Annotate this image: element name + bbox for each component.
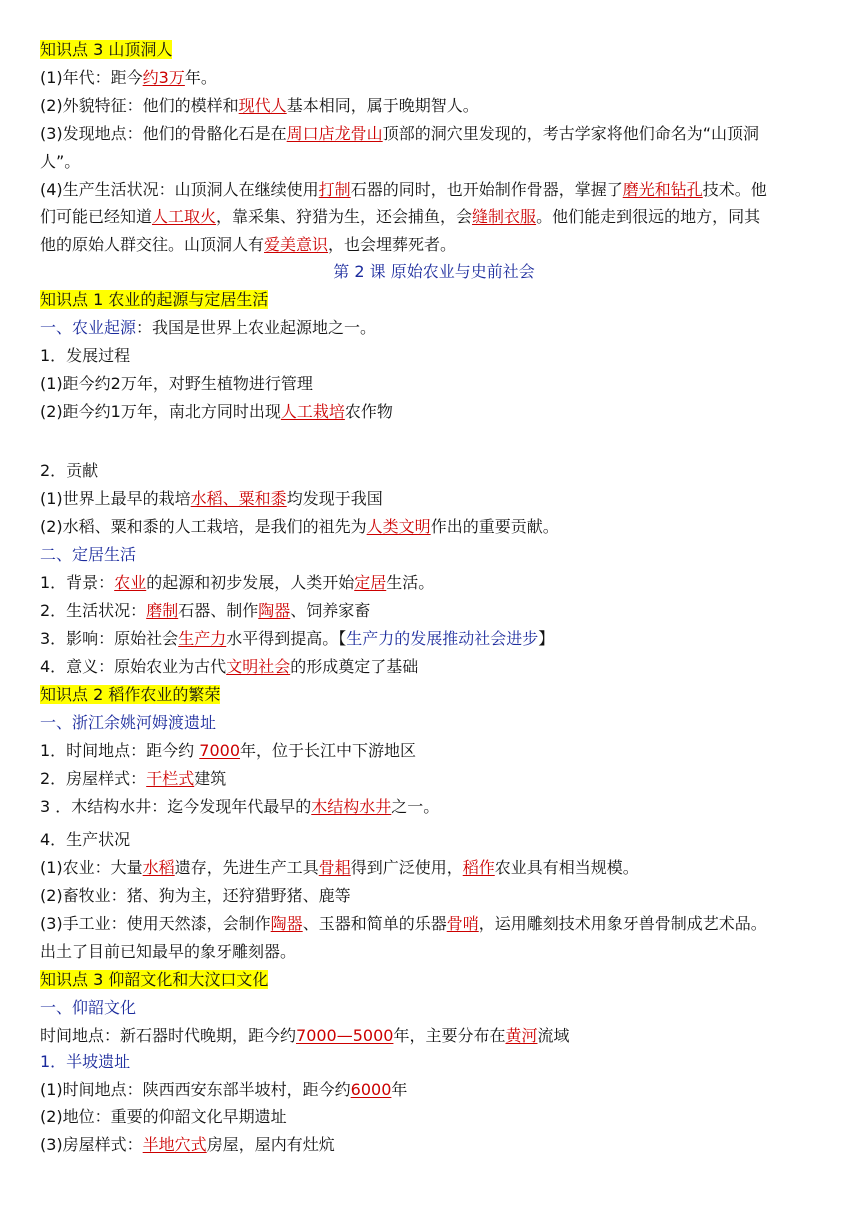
- text-run: (2)水稻、粟和黍的人工栽培，是我们的祖先为: [40, 517, 367, 536]
- highlighted-section-title: 知识点 3 山顶洞人: [40, 40, 173, 59]
- keyword-underlined: 水稻: [142, 858, 175, 877]
- keyword-underlined: 人类文明: [366, 517, 431, 536]
- keyword-underlined: 骨耜: [318, 858, 351, 877]
- text-run: 生活。: [386, 573, 435, 592]
- keyword-underlined: 7000—5000: [296, 1026, 394, 1045]
- text-run: 】: [538, 629, 555, 648]
- keyword-underlined: 约3万: [142, 68, 185, 87]
- text-line: [40, 1106, 868, 1128]
- keyword-underlined: 定居: [354, 573, 387, 592]
- text-run: 农作物: [344, 402, 393, 421]
- text-run: 3．影响：原始社会: [40, 629, 179, 648]
- keyword-underlined: 人工取火: [152, 207, 217, 226]
- text-run: 得到广泛使用，: [350, 858, 463, 877]
- text-run: (3)房屋样式：: [40, 1135, 143, 1154]
- blue-heading: 第 2 课 原始农业与史前社会: [333, 262, 535, 281]
- text-run: 石器的同时，也开始制作骨器，掌握了: [350, 180, 623, 199]
- text-run: 的形成奠定了基础: [290, 657, 419, 676]
- text-line: [40, 1134, 868, 1156]
- text-run: 人”。: [40, 152, 81, 171]
- text-run: ，也会埋葬死者。: [328, 235, 457, 254]
- text-run: (3)手工业：使用天然漆，会制作: [40, 914, 271, 933]
- blue-heading: 一、农业起源: [40, 318, 137, 337]
- blue-heading: 1．半坡遗址: [40, 1052, 131, 1071]
- text-line: [40, 123, 868, 145]
- text-run: (1)时间地点：陕西西安东部半坡村，距今约: [40, 1080, 351, 1099]
- text-run: ，靠采集、狩猎为生，还会捕鱼，会: [216, 207, 473, 226]
- text-run: 、玉器和简单的乐器: [302, 914, 447, 933]
- text-run: 出土了目前已知最早的象牙雕刻器。: [40, 942, 297, 961]
- keyword-underlined: 周口店龙骨山: [286, 124, 383, 143]
- text-run: 1．时间地点：距今约: [40, 741, 200, 760]
- keyword-underlined: 磨制: [146, 601, 179, 620]
- text-run: 作出的重要贡献。: [430, 517, 559, 536]
- text-run: ，运用雕刻技术用象牙兽骨制成艺术品。: [478, 914, 767, 933]
- text-run: 之一。: [391, 797, 440, 816]
- text-run: 2．贡献: [40, 461, 99, 480]
- text-line: [40, 488, 868, 510]
- text-line: [0, 261, 868, 283]
- text-line: [40, 941, 868, 963]
- text-run: 2．房屋样式：: [40, 769, 147, 788]
- text-line: [40, 712, 868, 734]
- text-run: 、饲养家畜: [290, 601, 371, 620]
- text-run: 基本相同，属于晚期智人。: [286, 96, 479, 115]
- text-run: (2)外貌特征：他们的模样和: [40, 96, 239, 115]
- text-run: 们可能已经知道: [40, 207, 153, 226]
- text-line: [40, 373, 868, 395]
- text-run: 时间地点：新石器时代晚期，距今约: [40, 1026, 297, 1045]
- keyword-underlined: 半地穴式: [142, 1135, 207, 1154]
- text-run: 技术。他: [702, 180, 767, 199]
- text-line: [40, 913, 868, 935]
- keyword-underlined: 黄河: [505, 1026, 538, 1045]
- text-line: [40, 768, 868, 790]
- text-run: 遗存，先进生产工具: [174, 858, 319, 877]
- text-run: 2．生活状况：: [40, 601, 147, 620]
- text-run: (2)地位：重要的仰韶文化早期遗址: [40, 1107, 287, 1126]
- keyword-underlined: 农业: [114, 573, 147, 592]
- text-run: 流域: [537, 1026, 570, 1045]
- keyword-underlined: 7000: [199, 741, 240, 760]
- text-line: [40, 796, 868, 818]
- keyword-underlined: 木结构水井: [311, 797, 392, 816]
- keyword-underlined: 文明社会: [226, 657, 291, 676]
- text-line: [40, 234, 868, 256]
- text-line: [40, 151, 868, 173]
- text-line: [40, 179, 868, 201]
- text-line: [40, 460, 868, 482]
- text-run: 石器、制作: [178, 601, 259, 620]
- keyword-underlined: 干栏式: [146, 769, 195, 788]
- text-run: ：我国是世界上农业起源地之一。: [136, 318, 377, 337]
- text-line: [40, 885, 868, 907]
- text-line: [40, 740, 868, 762]
- text-run: (3)发现地点：他们的骨骼化石是在: [40, 124, 287, 143]
- keyword-underlined: 人工栽培: [280, 402, 345, 421]
- keyword-underlined: 陶器: [258, 601, 291, 620]
- text-line: [40, 544, 868, 566]
- highlighted-section-title: 知识点 2 稻作农业的繁荣: [40, 685, 221, 704]
- text-line: [40, 39, 868, 61]
- text-line: [40, 1051, 868, 1073]
- keyword-underlined: 缝制衣服: [472, 207, 537, 226]
- blue-heading: 一、浙江余姚河姆渡遗址: [40, 713, 217, 732]
- blue-heading: 一、仰韶文化: [40, 998, 137, 1017]
- highlighted-section-title: 知识点 3 仰韶文化和大汶口文化: [40, 970, 269, 989]
- keyword-underlined: 6000: [350, 1080, 392, 1099]
- text-run: 房屋，屋内有灶炕: [206, 1135, 335, 1154]
- text-line: [40, 206, 868, 228]
- text-line: [40, 572, 868, 594]
- text-run: (1)农业：大量: [40, 858, 143, 877]
- text-run: 的起源和初步发展，人类开始: [146, 573, 355, 592]
- text-run: 年，位于长江中下游地区: [240, 741, 417, 760]
- text-run: 农业具有相当规模。: [494, 858, 639, 877]
- text-run: 4．生产状况: [40, 830, 131, 849]
- text-line: [40, 1025, 868, 1047]
- text-run: (2)距今约1万年，南北方同时出现: [40, 402, 281, 421]
- text-run: (1)世界上最早的栽培: [40, 489, 191, 508]
- text-run: 他的原始人群交往。山顶洞人有: [40, 235, 265, 254]
- text-line: [40, 857, 868, 879]
- keyword-underlined: 稻作: [462, 858, 495, 877]
- text-line: [40, 289, 868, 311]
- text-line: [40, 516, 868, 538]
- text-run: 4．意义：原始农业为古代: [40, 657, 227, 676]
- text-run: (4)生产生活状况：山顶洞人在继续使用: [40, 180, 319, 199]
- text-run: 年，主要分布在: [393, 1026, 506, 1045]
- keyword-underlined: 陶器: [270, 914, 303, 933]
- text-line: [40, 829, 868, 851]
- keyword-underlined: 现代人: [238, 96, 287, 115]
- text-line: [40, 684, 868, 706]
- text-run: 年。: [184, 68, 217, 87]
- text-run: 1．发展过程: [40, 346, 131, 365]
- text-run: 建筑: [194, 769, 227, 788]
- blue-heading: 生产力的发展推动社会进步: [346, 629, 539, 648]
- keyword-underlined: 磨光和钻孔: [622, 180, 703, 199]
- keyword-underlined: 打制: [318, 180, 351, 199]
- text-line: [40, 401, 868, 423]
- text-run: (1)距今约2万年，对野生植物进行管理: [40, 374, 313, 393]
- text-run: 1．背景：: [40, 573, 115, 592]
- text-run: 3 ．木结构水井：迄今发现年代最早的: [40, 797, 312, 816]
- text-run: (2)畜牧业：猪、狗为主，还狩猎野猪、鹿等: [40, 886, 351, 905]
- highlighted-section-title: 知识点 1 农业的起源与定居生活: [40, 290, 269, 309]
- keyword-underlined: 骨哨: [446, 914, 479, 933]
- keyword-underlined: 爱美意识: [264, 235, 329, 254]
- text-line: [40, 345, 868, 367]
- keyword-underlined: 水稻、粟和黍: [190, 489, 287, 508]
- text-line: [40, 317, 868, 339]
- text-run: (1)年代：距今: [40, 68, 143, 87]
- text-line: [40, 95, 868, 117]
- text-run: 年: [391, 1080, 408, 1099]
- text-run: 水平得到提高。【: [226, 629, 347, 648]
- text-run: 顶部的洞穴里发现的，考古学家将他们命名为“山顶洞: [382, 124, 759, 143]
- text-line: [40, 628, 868, 650]
- text-line: [40, 997, 868, 1019]
- text-line: [40, 600, 868, 622]
- text-line: [40, 67, 868, 89]
- blue-heading: 二、定居生活: [40, 545, 137, 564]
- text-line: [40, 1079, 868, 1101]
- text-line: [40, 656, 868, 678]
- text-line: [40, 969, 868, 991]
- text-run: 。他们能走到很远的地方，同其: [536, 207, 761, 226]
- text-run: 均发现于我国: [286, 489, 383, 508]
- keyword-underlined: 生产力: [178, 629, 227, 648]
